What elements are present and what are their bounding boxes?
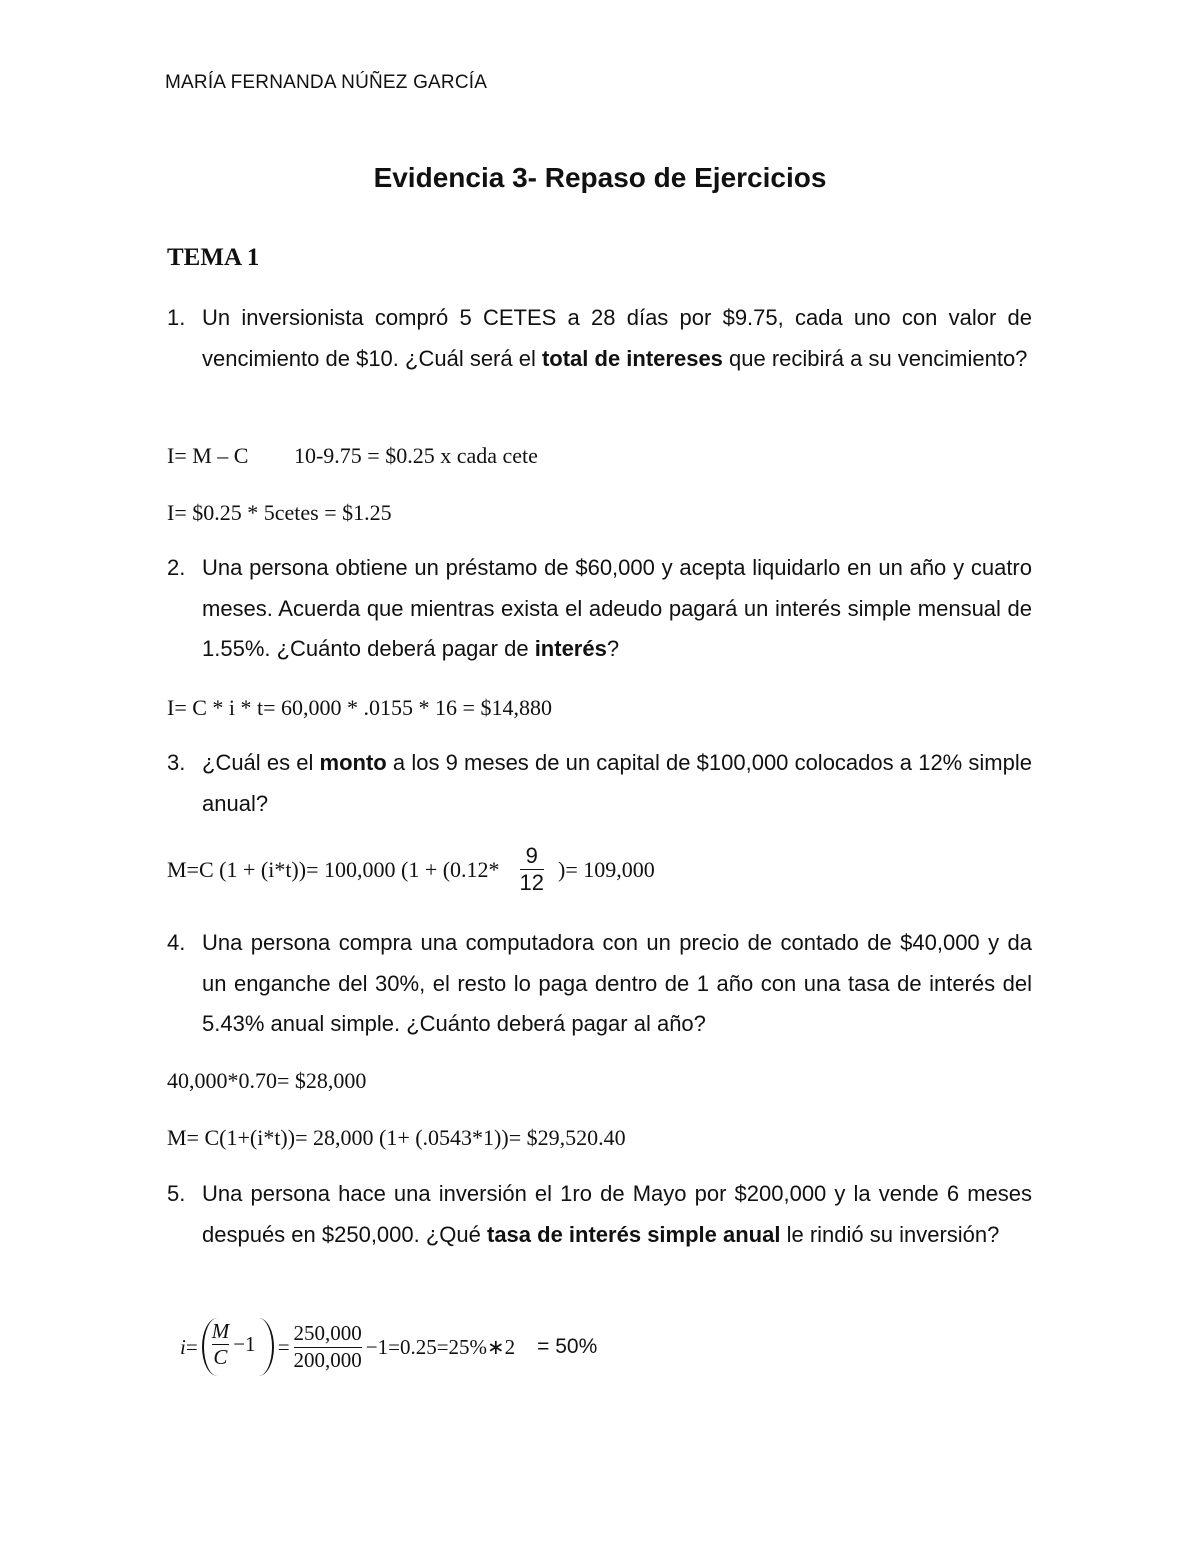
question-5 [167,1174,1032,1255]
parenthesis-group: $\frac{M}{C}$ −1 [202,1318,274,1376]
question-text: ¿Cuál es el monto a los 9 meses de un capital de $100,000 colocados a 12% simple anual? [202,750,1032,816]
question-number: 4. [167,930,186,955]
question-4 [167,923,1032,1045]
author-header: MARÍA FERNANDA NÚÑEZ GARCÍA [165,72,488,93]
answer-3-formula: M=C (1 + (i*t))= 100,000 (1 + (0.12* $\frac{9}{12}$ )= 109,000 [167,843,655,896]
question-1 [167,298,1032,379]
answer-4-line-1: 40,000*0.70= $28,000 [167,1068,367,1093]
question-text: Una persona compra una computadora con un precio de contado de $40,000 y da un enganche del 30%, el resto lo paga dentro de 1 año con una tasa de interés del 5.43% anual simple. ¿Cuánto deberá pagar al año? [202,930,1032,1036]
question-2 [167,548,1032,670]
question-number: 5. [167,1181,186,1206]
answer-1-line-2: I= $0.25 * 5cetes = $1.25 [167,500,392,525]
answer-2: I= C * i * t= 60,000 * .0155 * 16 = $14,880 [167,695,552,720]
answer-4-line-2: M= C(1+(i*t))= 28,000 (1+ (.0543*1))= $29,520.40 [167,1125,626,1150]
question-number: 2. [167,555,186,580]
emphasis: monto [319,750,387,775]
emphasis: tasa de interés simple anual [487,1221,781,1247]
answer-5-formula: i = $\frac{M}{C}$ −1 = $\frac{250,000}{200,000}$ −1=0.25=25%∗2 = 50% [180,1318,597,1376]
question-number: 1. [167,305,186,330]
question-text: Una persona hace una inversión el 1ro de Mayo por $200,000 y la vende 6 meses después en $250,000. ¿Qué tasa de interés simple anual le rindió su inversión? [202,1181,1032,1247]
question-text: Un inversionista compró 5 CETES a 28 días por $9.75, cada uno con valor de vencimiento de $10. ¿Cuál será el total de intereses que recibirá a su vencimiento? [202,305,1032,371]
question-number: 3. [167,750,186,775]
emphasis: interés [534,636,607,661]
question-text: Una persona obtiene un préstamo de $60,000 y acepta liquidarlo en un año y cuatro meses. Acuerda que mientras exista el adeudo pagará un interés simple mensual de 1.55%. ¿Cuánto deberá pagar de interés? [202,555,1032,661]
fraction-m-over-c: $\frac{M}{C}$ [211,1319,230,1370]
question-3 [167,743,1032,824]
document-title: Evidencia 3- Repaso de Ejercicios [373,162,827,193]
emphasis: total de intereses [541,345,723,371]
fraction-values: $\frac{250,000}{200,000}$ [293,1321,362,1372]
section-heading: TEMA 1 [167,244,260,271]
fraction: $\frac{9}{12}$ [519,843,545,896]
answer-1-line-1: I= M – C 10-9.75 = $0.25 x cada cete [167,443,538,468]
